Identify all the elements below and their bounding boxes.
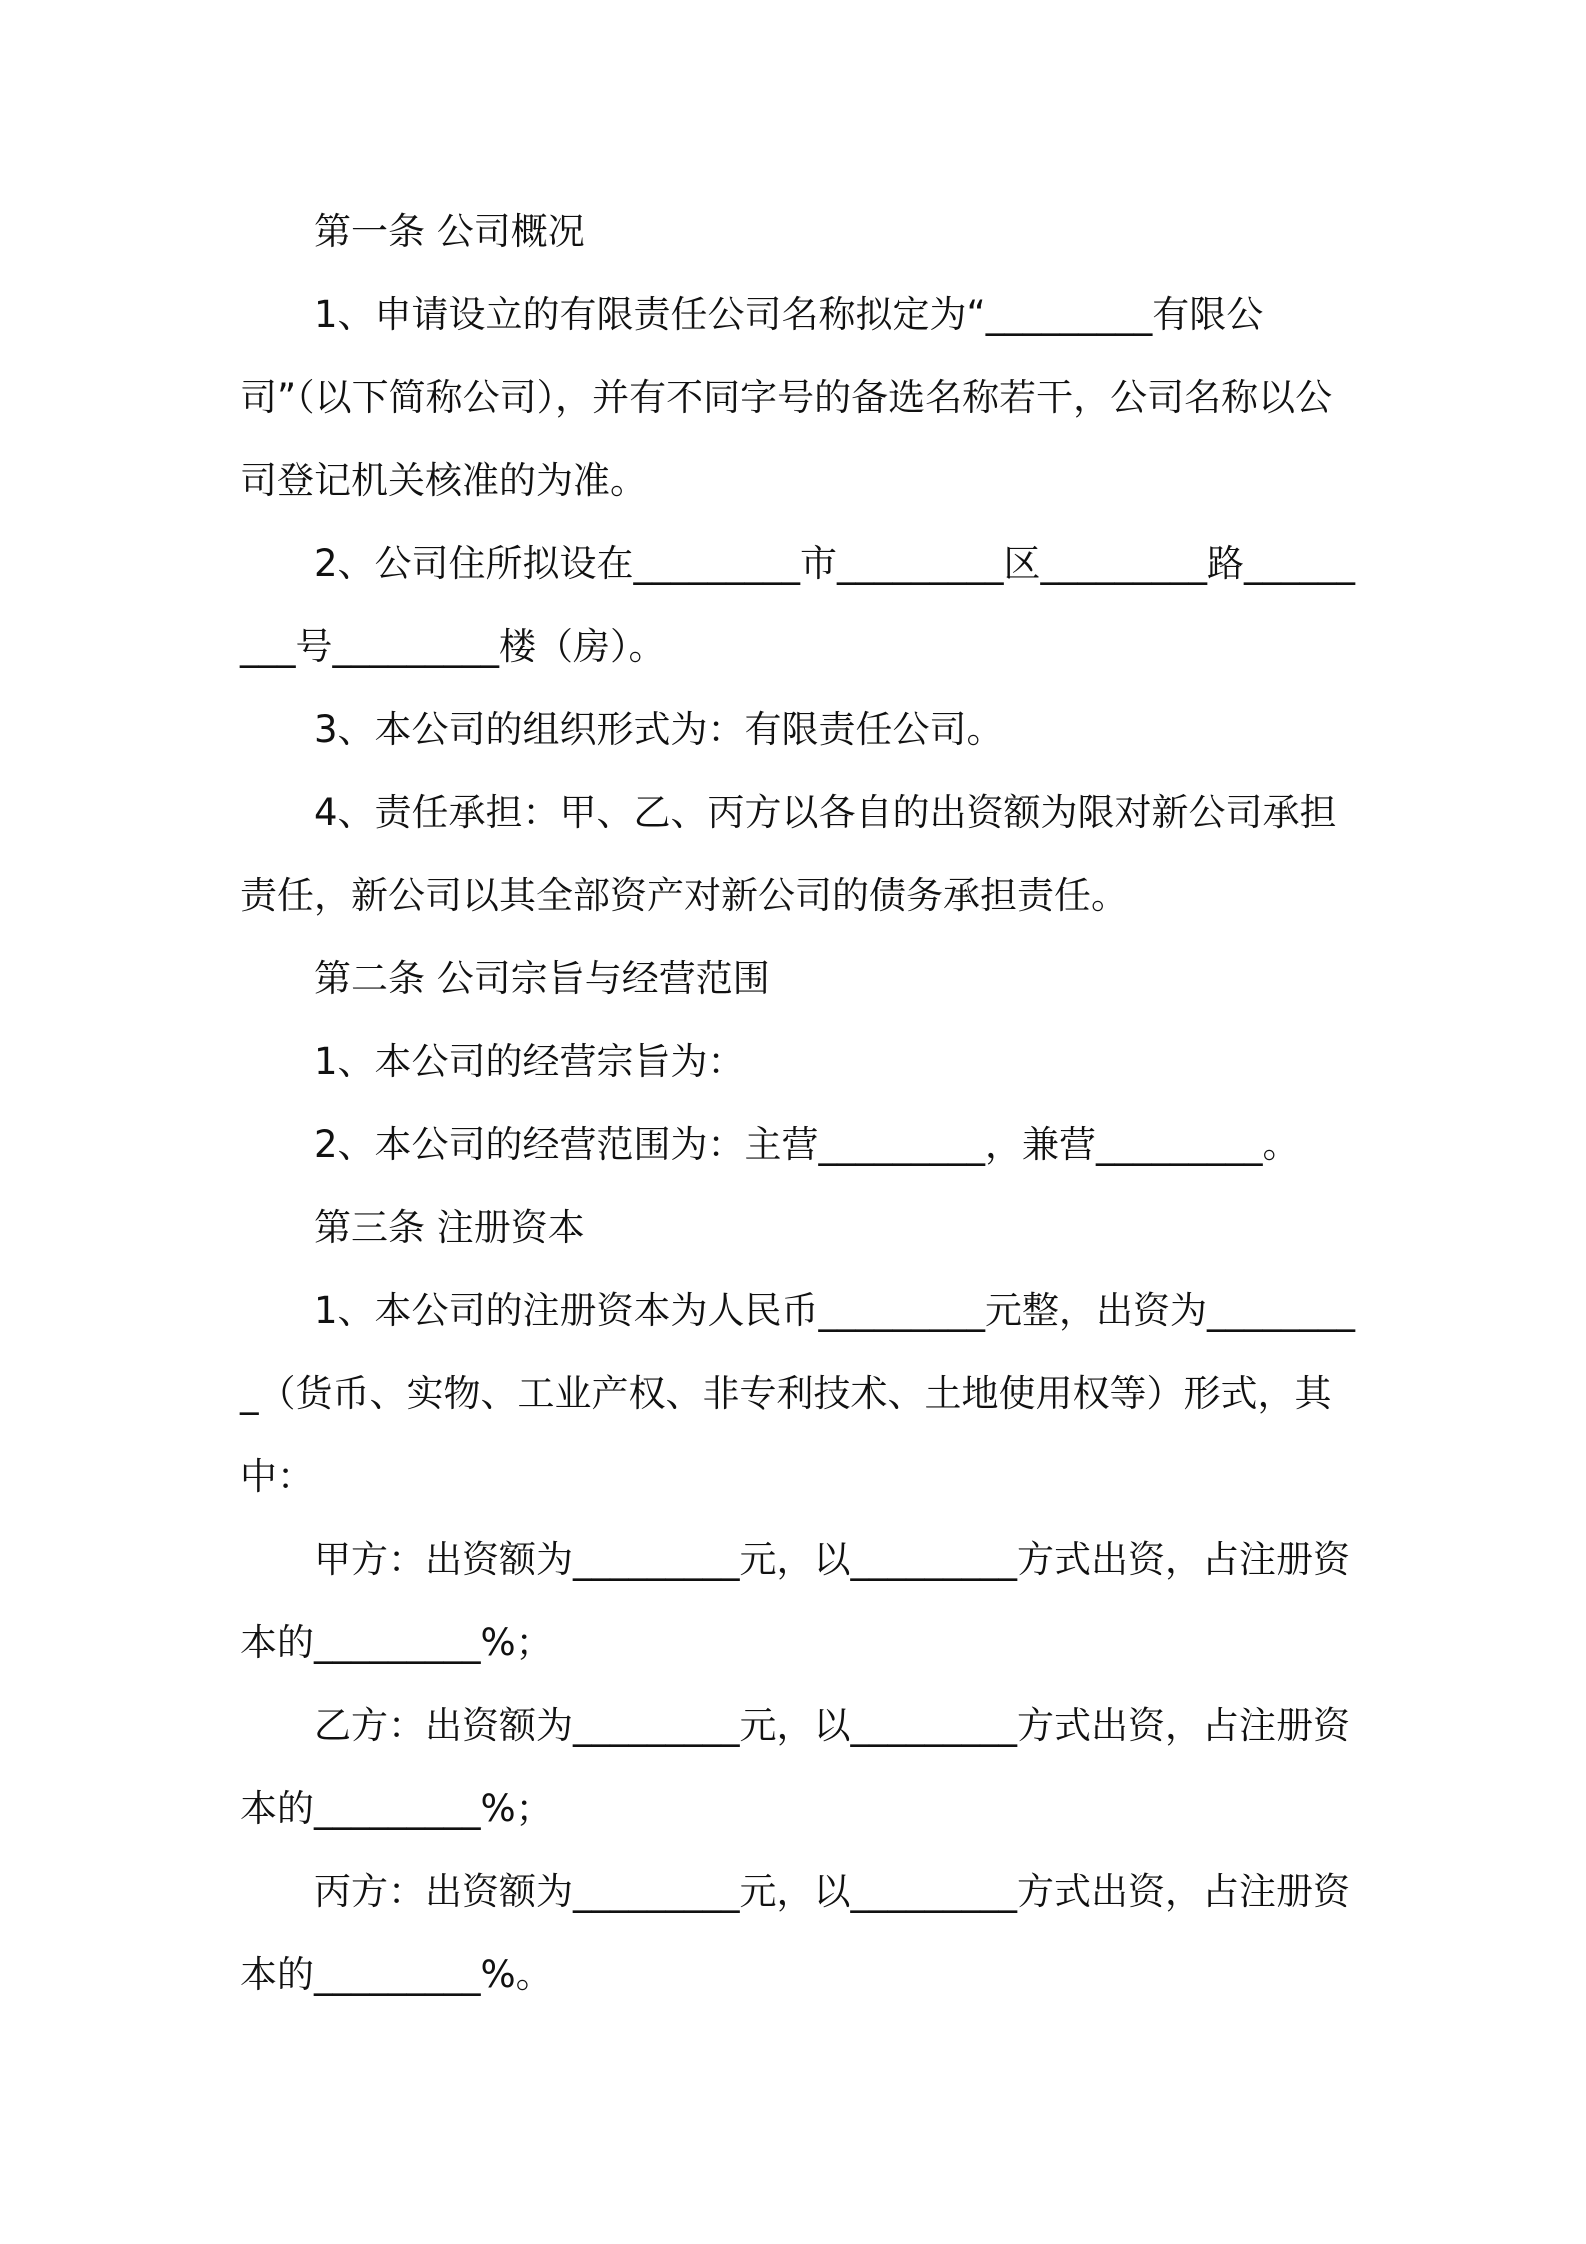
article-1-clause-1: 1、申请设立的有限责任公司名称拟定为“_________有限公司”（以下简称公司），并有不同字号的备选名称若干，公司名称以公司登记机关核准的为准。 [240,293,1333,502]
article-2-clause-1: 1、本公司的经营宗旨为： [314,1040,745,1083]
article-3-clause-1: 1、本公司的注册资本为人民币_________元整，出资为_________（货币、实物、工业产权、非专利技术、土地使用权等）形式，其中： [240,1289,1356,1498]
article-3-heading: 第三条 注册资本 [314,1206,585,1249]
document-body [240,190,1356,2016]
article-1-clause-2: 2、公司住所拟设在_________市_________区_________路_________号_________楼（房）。 [240,542,1356,668]
article-1-heading: 第一条 公司概况 [314,210,585,253]
article-2-heading: 第二条 公司宗旨与经营范围 [314,957,770,1000]
article-2-clause-2: 2、本公司的经营范围为：主营_________，兼营_________。 [314,1123,1300,1166]
article-1-clause-4: 4、责任承担：甲、乙、丙方以各自的出资额为限对新公司承担责任，新公司以其全部资产对新公司的债务承担责任。 [240,791,1337,917]
article-1-clause-3: 3、本公司的组织形式为：有限责任公司。 [314,708,1004,751]
party-c-contribution: 丙方：出资额为_________元，以_________方式出资，占注册资本的_________%。 [240,1870,1350,1996]
party-b-contribution: 乙方：出资额为_________元，以_________方式出资，占注册资本的_________%； [240,1704,1350,1830]
party-a-contribution: 甲方：出资额为_________元，以_________方式出资，占注册资本的_________%； [240,1538,1350,1664]
